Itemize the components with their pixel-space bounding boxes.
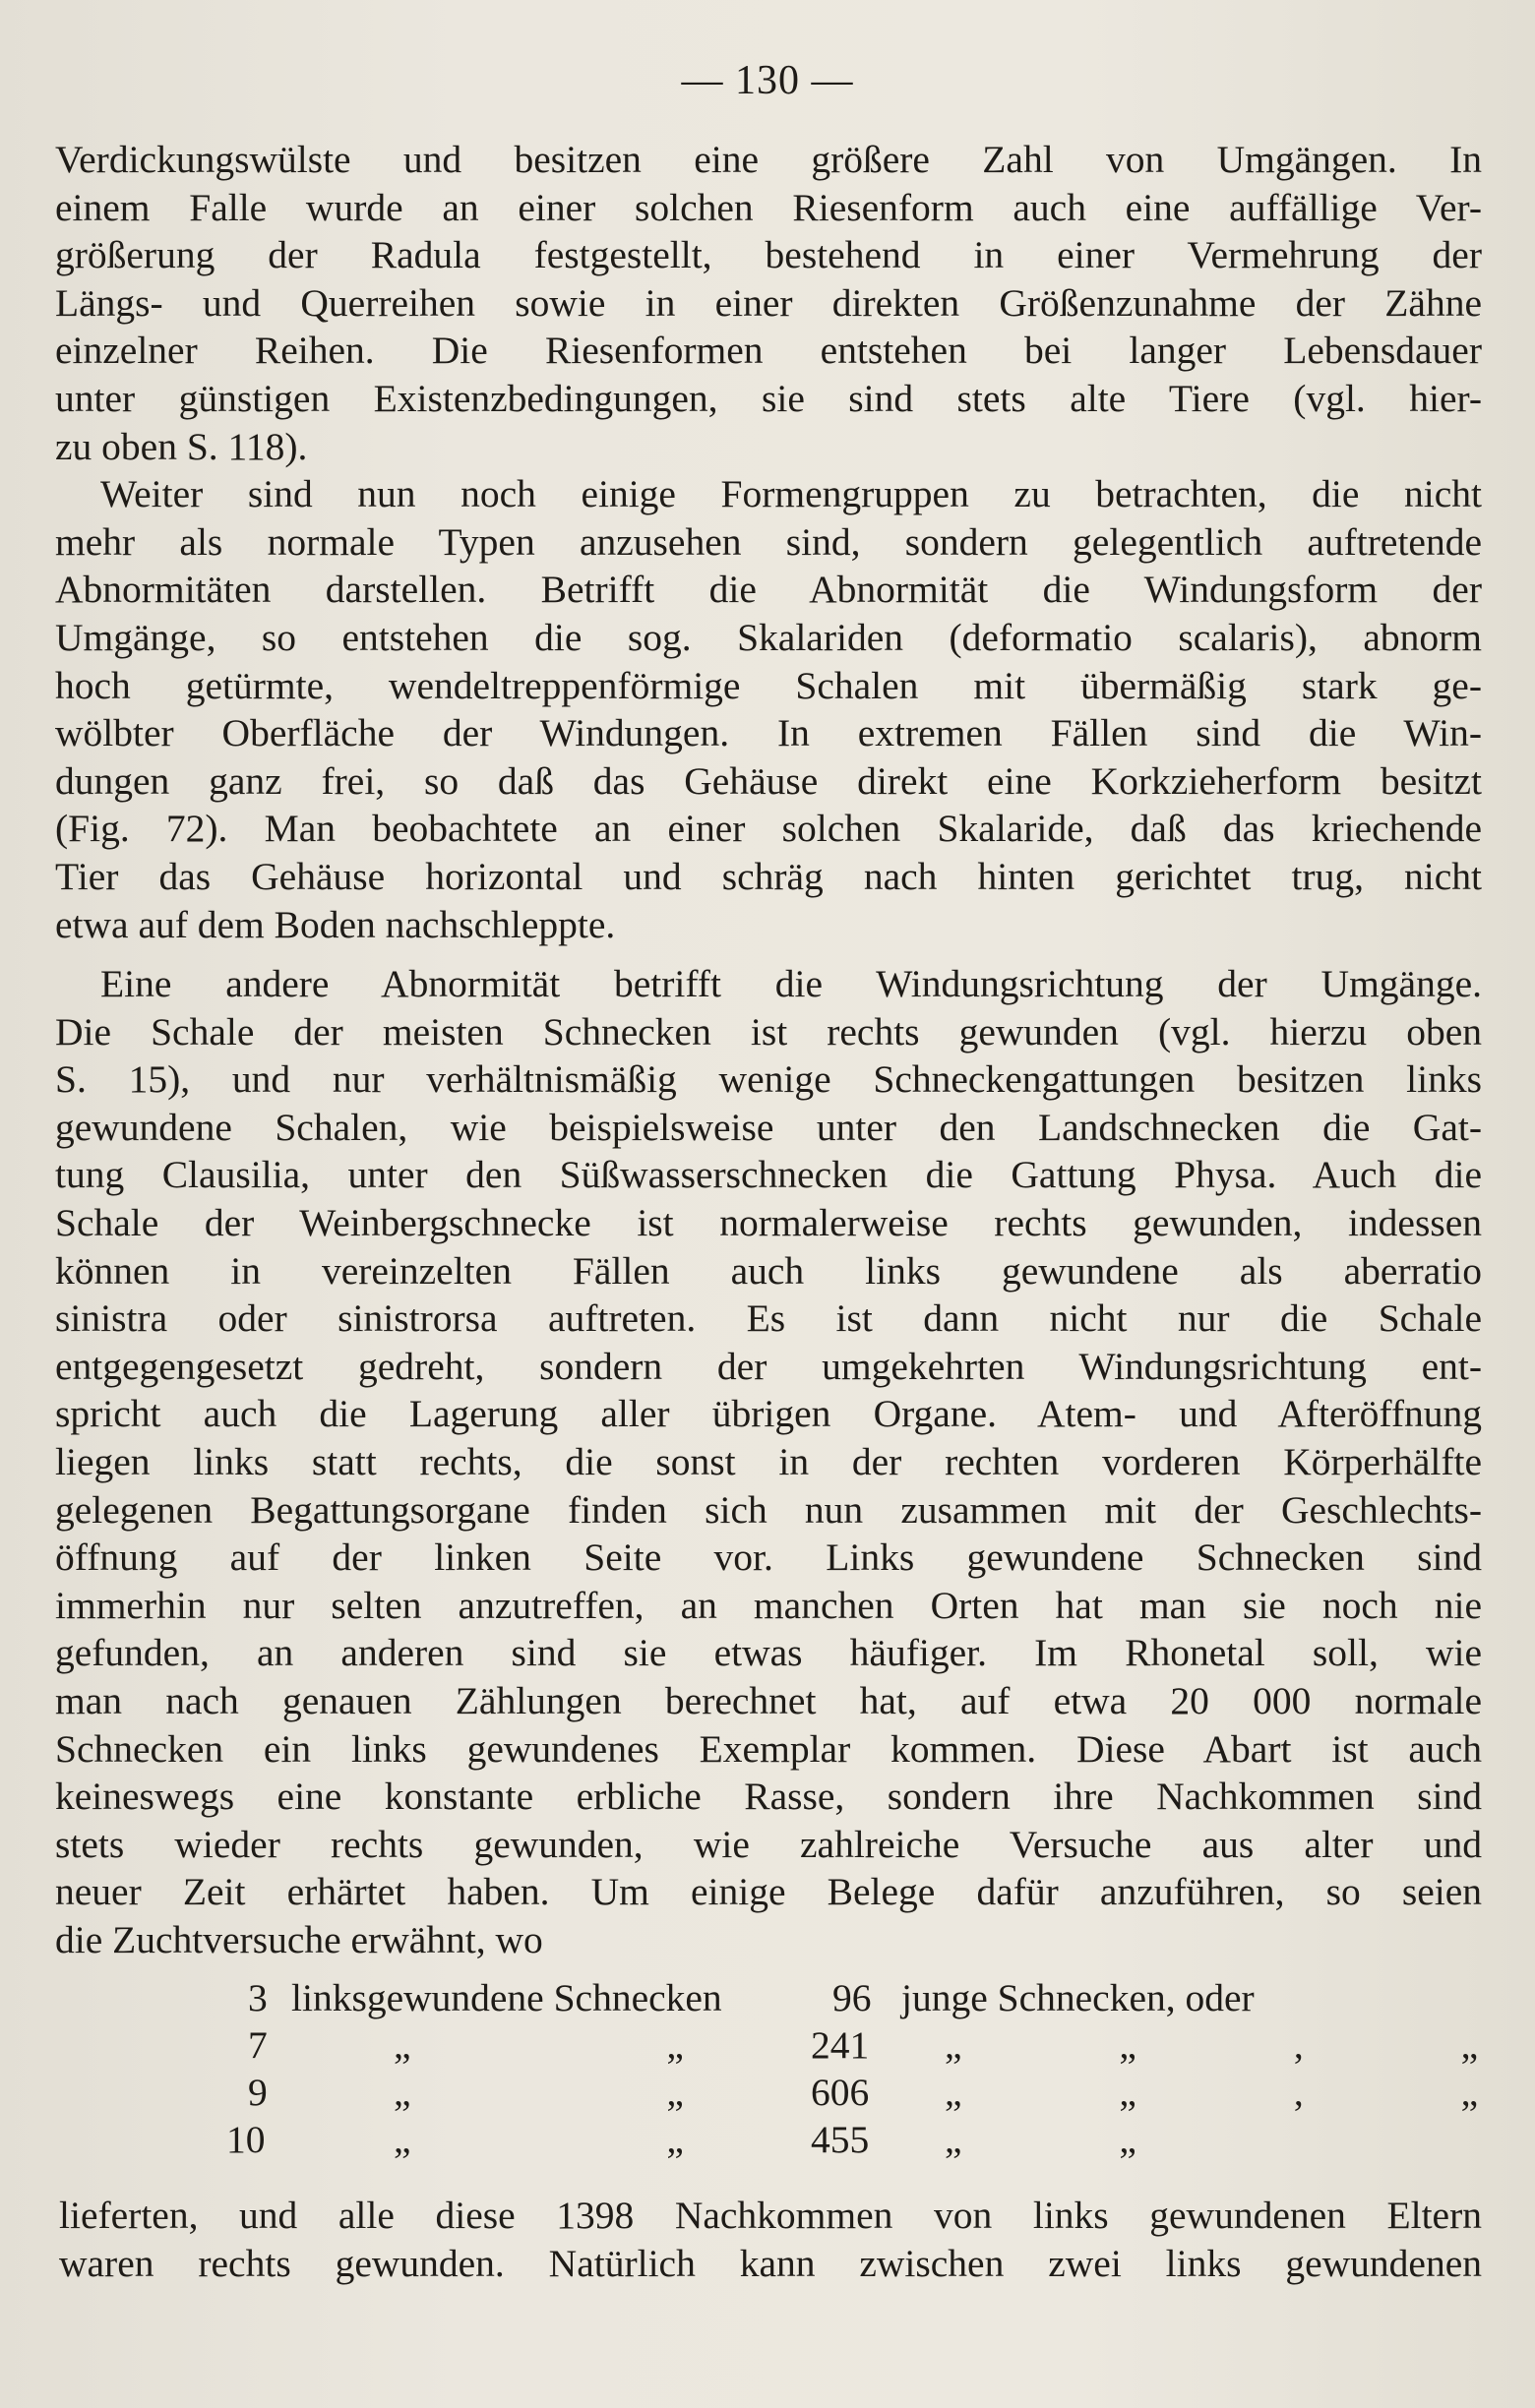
text-line: Umgänge, so entstehen die sog. Skalariden (deformatio scalaris), abnorm [55,615,1482,659]
text-line: gelegenen Begattungsorgane finden sich nun zusammen mit der Geschlechts- [55,1487,1482,1532]
text-line: Tier das Gehäuse horizontal und schräg nach hinten gerichtet trug, nicht [55,854,1482,898]
paragraph-giant-forms [55,136,1482,470]
table-row [0,2117,1535,2164]
text-line: einzelner Reihen. Die Riesenformen entstehen bei langer Lebensdauer [55,329,1482,373]
text-line: unter günstigen Existenzbedingungen, sie sind stets alte Tiere (vgl. hier- [55,376,1482,420]
text-line: spricht auch die Lagerung aller übrigen Organe. Atem- und Afteröffnung [55,1392,1482,1436]
text-line: dungen ganz frei, so daß das Gehäuse direkt eine Korkzieherform besitzt [55,758,1482,803]
body-text [55,136,1482,1964]
text-line: wölbter Oberfläche der Windungen. In extremen Fällen sind die Win- [55,711,1482,755]
text-line: Verdickungswülste und besitzen eine größere Zahl von Umgängen. In [55,138,1482,181]
parent-count: 9 [248,2071,268,2114]
closing-paragraph [59,2192,1482,2287]
text-line: waren rechts gewunden. Natürlich kann zwischen zwei links gewundenen [59,2241,1482,2285]
text-line: gewundene Schalen, wie beispielsweise unter den Landschnecken die Gat- [55,1105,1482,1149]
text-line: etwa auf dem Boden nachschleppte. [55,902,616,946]
text-line: zu oben S. 118). [55,424,308,468]
paragraph-abnormalities [55,470,1482,948]
table-row [0,2070,1535,2117]
parent-label: „ „ [394,2023,684,2067]
parent-count: 7 [248,2023,268,2067]
text-line: liegen links statt rechts, die sonst in der rechten vorderen Körperhälfte [55,1440,1482,1484]
text-line: Abnormitäten darstellen. Betrifft die Abnormität die Windungsform der [55,568,1482,612]
text-line: S. 15), und nur verhältnismäßig wenige Schneckengattungen besitzen links [55,1057,1482,1102]
text-line: Längs- und Querreihen sowie in einer direkten Größenzunahme der Zähne [55,280,1482,325]
table-row [0,2022,1535,2070]
text-line: man nach genauen Zählungen berechnet hat, auf etwa 20 000 normale [55,1679,1482,1722]
parent-count: 10 [226,2118,266,2161]
text-line: die Zuchtversuche erwähnt, wo [55,1917,543,1961]
text-line: Weiter sind nun noch einige Formengruppen zu betrachten, die nicht [100,472,1482,516]
text-line: Die Schale der meisten Schnecken ist rechts gewunden (vgl. hierzu oben [55,1009,1482,1054]
page-number: — 130 — [681,58,854,103]
text-line: hoch getürmte, wendeltreppenförmige Schalen mit übermäßig stark ge- [55,663,1482,707]
text-line: sinistra oder sinistrorsa auftreten. Es ist dann nicht nur die Schale [55,1296,1482,1341]
text-line: keineswegs eine konstante erbliche Rasse, sondern ihre Nachkommen sind [55,1775,1482,1819]
parent-count: 3 [248,1976,268,2019]
text-line: können in vereinzelten Fällen auch links gewundene als aberratio [55,1248,1482,1293]
paragraph-winding-direction [55,960,1482,1963]
text-line: immerhin nur selten anzutreffen, an manchen Orten hat man sie noch nie [55,1583,1482,1627]
text-line: Schale der Weinbergschnecke ist normalerweise rechts gewunden, indessen [55,1201,1482,1245]
text-line: (Fig. 72). Man beobachtete an einer solchen Skalaride, daß das kriechende [55,807,1482,851]
offspring-label: „ „ , „ [945,2071,1479,2114]
text-line: lieferten, und alle diese 1398 Nachkommen von links gewundenen Eltern [59,2194,1482,2237]
text-line: stets wieder rechts gewunden, wie zahlreiche Versuche aus alter und [55,1822,1482,1866]
offspring-label: „ „ [945,2118,1136,2161]
text-line: einem Falle wurde an einer solchen Riesenform auch eine auffällige Ver- [55,185,1482,229]
offspring-label: „ „ , „ [945,2023,1479,2067]
text-line: tung Clausilia, unter den Süßwasserschnecken die Gattung Physa. Auch die [55,1153,1482,1197]
parent-label: linksgewundene Schnecken [291,1976,722,2019]
offspring-count: 241 [811,2023,870,2067]
offspring-count: 606 [811,2071,870,2114]
text-line: größerung der Radula festgestellt, bestehend in einer Vermehrung der [55,233,1482,277]
parent-label: „ „ [394,2118,684,2161]
text-line: Schnecken ein links gewundenes Exemplar kommen. Diese Abart ist auch [55,1726,1482,1771]
text-line: gefunden, an anderen sind sie etwas häufiger. Im Rhonetal soll, wie [55,1631,1482,1675]
offspring-count: 455 [811,2118,870,2161]
text-line: neuer Zeit erhärtet haben. Um einige Belege dafür anzuführen, so seien [55,1870,1482,1914]
parent-label: „ „ [394,2071,684,2114]
text-line: entgegengesetzt gedreht, sondern der umgekehrten Windungsrichtung ent- [55,1344,1482,1388]
text-line: Eine andere Abnormität betrifft die Windungsrichtung der Umgänge. [100,962,1482,1006]
offspring-label: junge Schnecken, oder [901,1976,1255,2019]
offspring-count: 96 [832,1976,872,2019]
table-row [0,1975,1535,2022]
text-line: öffnung auf der linken Seite vor. Links gewundene Schnecken sind [55,1535,1482,1580]
text-line: mehr als normale Typen anzusehen sind, sondern gelegentlich auftretende [55,519,1482,564]
